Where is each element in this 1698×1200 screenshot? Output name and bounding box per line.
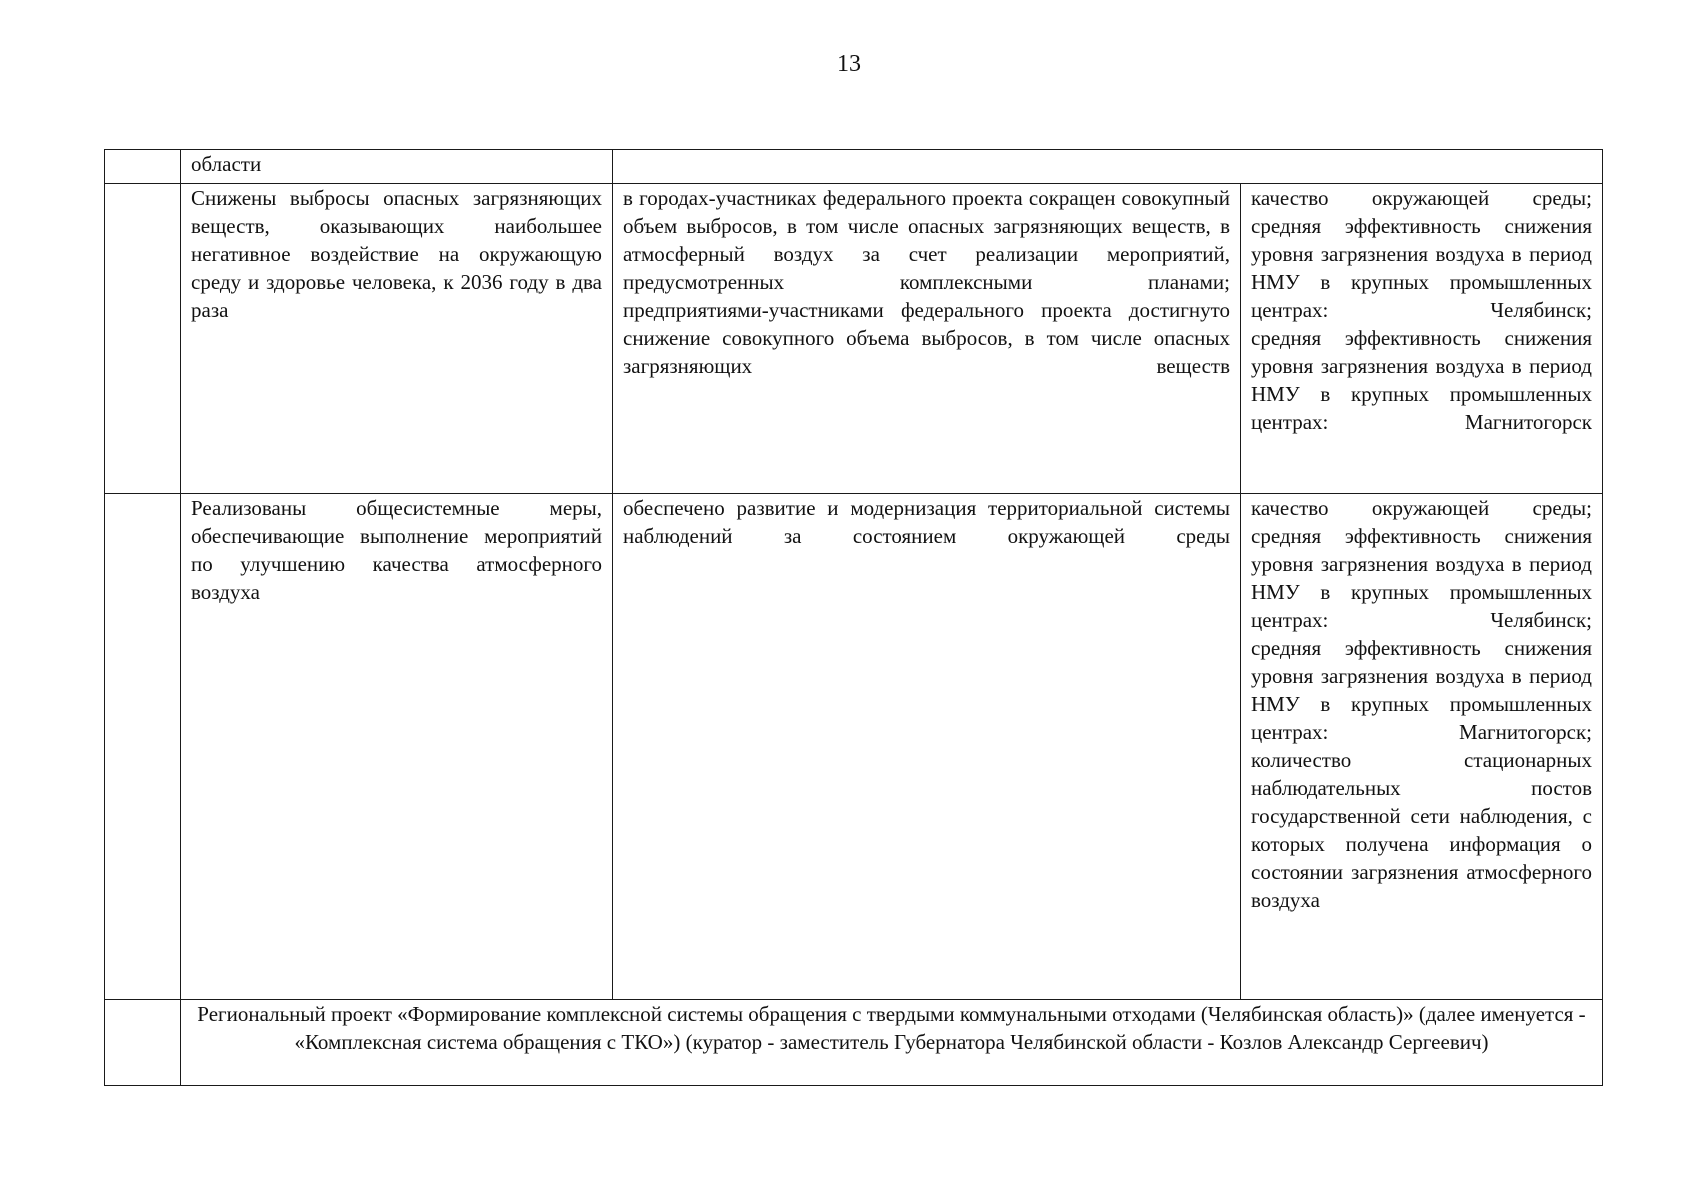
result-item: обеспечено развитие и модернизация территориальной системы наблюдений за состоянием окружающей среды bbox=[623, 496, 1230, 548]
page-number: 13 bbox=[837, 51, 861, 77]
row-number-cell bbox=[105, 1000, 181, 1086]
section-title: Региональный проект «Формирование комплексной системы обращения с твердыми коммунальными отходами (Челябинская область)» (далее именуется - «Комплексная система обращения с ТКО») (куратор - заместитель Губернатора Челябинской области - Козлов Александр Сергеевич) bbox=[181, 1000, 1603, 1086]
results-cell bbox=[613, 494, 1241, 1000]
task-cell bbox=[181, 184, 613, 494]
results-cell bbox=[613, 184, 1241, 494]
indicators-cell bbox=[1241, 184, 1603, 494]
continued-empty-cell bbox=[613, 150, 1603, 184]
table-row-continued bbox=[105, 150, 1603, 184]
indicators-cell bbox=[1241, 494, 1603, 1000]
row-number-cell bbox=[105, 184, 181, 494]
table-row bbox=[105, 184, 1603, 494]
row-number-cell bbox=[105, 494, 181, 1000]
indicator-item: количество стационарных наблюдательных постов государственной сети наблюдения, с которых получена информация о состоянии загрязнения атмосферного воздуха bbox=[1251, 748, 1592, 912]
table-row bbox=[105, 494, 1603, 1000]
table-row-section bbox=[105, 1000, 1603, 1086]
result-item: предприятиями-участниками федерального проекта достигнуто снижение совокупного объема выбросов, в том числе опасных загрязняющих веществ bbox=[623, 298, 1230, 378]
result-item: в городах-участниках федерального проекта сокращен совокупный объем выбросов, в том числе опасных загрязняющих веществ, в атмосферный воздух за счет реализации мероприятий, предусмотренных комплексными планами; bbox=[623, 186, 1230, 294]
task-text: Снижены выбросы опасных загрязняющих веществ, оказывающих наибольшее негативное воздействие на окружающую среду и здоровье человека, к 2036 году в два раза bbox=[191, 186, 602, 322]
targets-table bbox=[104, 149, 1603, 1086]
indicator-item: средняя эффективность снижения уровня загрязнения воздуха в период НМУ в крупных промышленных центрах: Магнитогорск; bbox=[1251, 636, 1592, 744]
task-text: Реализованы общесистемные меры, обеспечивающие выполнение мероприятий по улучшению качества атмосферного воздуха bbox=[191, 496, 602, 604]
continued-task-cell: области bbox=[181, 150, 613, 184]
row-number-cell bbox=[105, 150, 181, 184]
indicator-item: средняя эффективность снижения уровня загрязнения воздуха в период НМУ в крупных промышленных центрах: Магнитогорск bbox=[1251, 326, 1592, 434]
indicator-item: средняя эффективность снижения уровня загрязнения воздуха в период НМУ в крупных промышленных центрах: Челябинск; bbox=[1251, 214, 1592, 322]
indicator-item: средняя эффективность снижения уровня загрязнения воздуха в период НМУ в крупных промышленных центрах: Челябинск; bbox=[1251, 524, 1592, 632]
task-cell bbox=[181, 494, 613, 1000]
indicator-item: качество окружающей среды; bbox=[1251, 496, 1592, 520]
indicator-item: качество окружающей среды; bbox=[1251, 186, 1592, 210]
